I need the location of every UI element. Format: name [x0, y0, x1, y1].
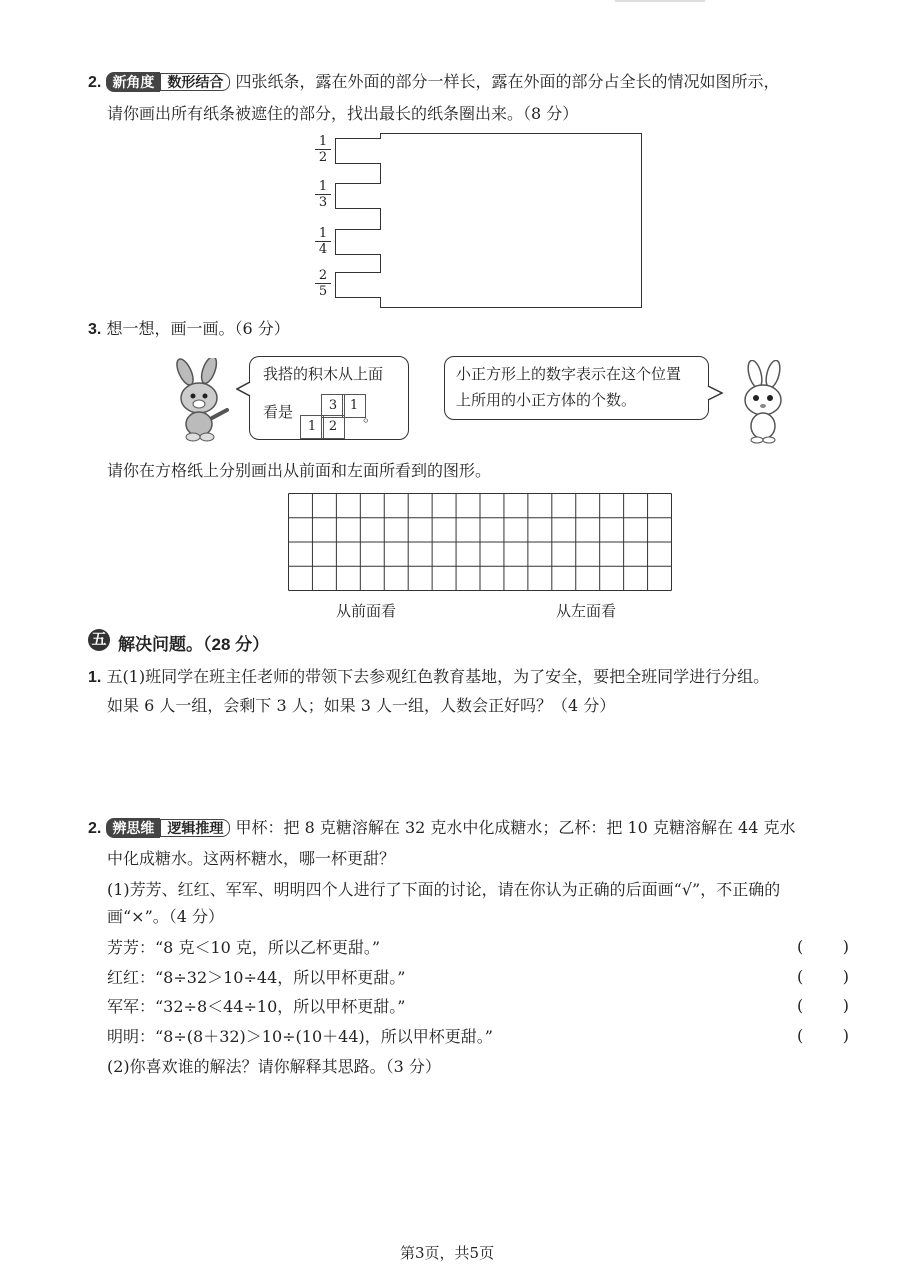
statement-honghong: 红红：“8÷32＞10÷44，所以甲杯更甜。” [107, 968, 406, 987]
bubble-left-tail [236, 380, 252, 398]
tag-think: 辨思维 [106, 818, 160, 838]
answer-blank[interactable]: ( ) [797, 937, 849, 956]
fraction-4: $\frac{2}{5}$ [315, 268, 331, 299]
bubble-right-line1: 小正方形上的数字表示在这个位置 [456, 365, 682, 383]
tag-logic: 逻辑推理 [160, 819, 230, 837]
q3-title: 3. 想一想，画一画。（6 分） [88, 319, 290, 338]
bubble-left-line1: 我搭的积木从上面 [263, 365, 384, 383]
bubble-right-tail [706, 384, 724, 402]
bubble-right-line2: 上所用的小正方体的个数。 [456, 391, 637, 409]
q3-instruction: 请你在方格纸上分别画出从前面和左面所看到的图形。 [107, 461, 492, 480]
top-view-cell: 1 [342, 394, 366, 418]
top-view-cell: 1 [300, 415, 324, 439]
tag-number-shape: 数形结合 [160, 73, 230, 91]
section-five-icon: 五 [88, 629, 110, 651]
q2-text-line2: 请你画出所有纸条被遮住的部分，找出最长的纸条圈出来。（8 分） [107, 104, 579, 123]
p1-line1: 1. 五(1)班同学在班主任老师的带领下去参观红色教育基地，为了安全，要把全班同学进行分组。 [88, 667, 770, 686]
q2-text-line1: 四张纸条，露在外面的部分一样长，露在外面的部分占全长的情况如图所示， [235, 72, 780, 91]
p2-sub1-line2: 画“×”。（4 分） [107, 907, 225, 926]
statement-fangfang: 芳芳：“8 克＜10 克，所以乙杯更甜。” [107, 938, 381, 957]
tag-new-angle: 新角度 [106, 72, 160, 92]
p1-line2: 如果 6 人一组，会剩下 3 人；如果 3 人一组，人数会正好吗？（4 分） [107, 696, 616, 715]
answer-blank[interactable]: ( ) [797, 996, 849, 1015]
grid-paper [288, 493, 672, 591]
fraction-2: $\frac{1}{3}$ [315, 179, 331, 210]
p2-sub2: (2)你喜欢谁的解法？请你解释其思路。（3 分） [107, 1057, 441, 1076]
strip-4 [335, 272, 381, 298]
p2-number: 2. [88, 820, 102, 837]
bubble-left-end: 。 [363, 407, 379, 425]
rabbit-left-icon [165, 358, 237, 442]
fraction-1: $\frac{1}{2}$ [315, 134, 331, 165]
top-divider [615, 0, 705, 2]
speech-bubble-right [444, 356, 709, 420]
q2-number: 2. [88, 74, 102, 91]
speech-bubble-left [249, 356, 409, 440]
page-footer: 第3页，共5页 [400, 1244, 495, 1262]
top-view-cell: 3 [321, 394, 345, 418]
statement-junjun: 军军：“32÷8＜44÷10，所以甲杯更甜。” [107, 997, 406, 1016]
strip-3 [335, 229, 381, 255]
top-view-cell: 2 [321, 415, 345, 439]
strip-1 [335, 138, 381, 164]
q2-line1 [88, 71, 780, 94]
p2-text-line2: 中化成糖水。这两杯糖水，哪一杯更甜？ [107, 849, 396, 868]
rabbit-right-icon [733, 360, 793, 444]
section-five-title: 解决问题。（28 分） [118, 635, 270, 654]
p2-text-line1: 甲杯：把 8 克糖溶解在 32 克水中化成糖水；乙杯：把 10 克糖溶解在 44 克水 [235, 818, 796, 837]
top-view-grid [300, 394, 370, 440]
bubble-left-line2: 看是 [263, 403, 294, 421]
p2-line1 [88, 817, 795, 840]
label-front-view: 从前面看 [336, 602, 397, 620]
answer-blank[interactable]: ( ) [797, 1026, 849, 1045]
fraction-3: $\frac{1}{4}$ [315, 226, 331, 257]
label-left-view: 从左面看 [556, 602, 617, 620]
answer-blank[interactable]: ( ) [797, 967, 849, 986]
statement-mingming: 明明：“8÷(8＋32)＞10÷(10＋44)，所以甲杯更甜。” [107, 1027, 493, 1046]
cover-box [380, 133, 642, 308]
p2-sub1-line1: (1)芳芳、红红、军军、明明四个人进行了下面的讨论，请在你认为正确的后面画“√”，不正确的 [107, 880, 781, 899]
strip-2 [335, 183, 381, 209]
